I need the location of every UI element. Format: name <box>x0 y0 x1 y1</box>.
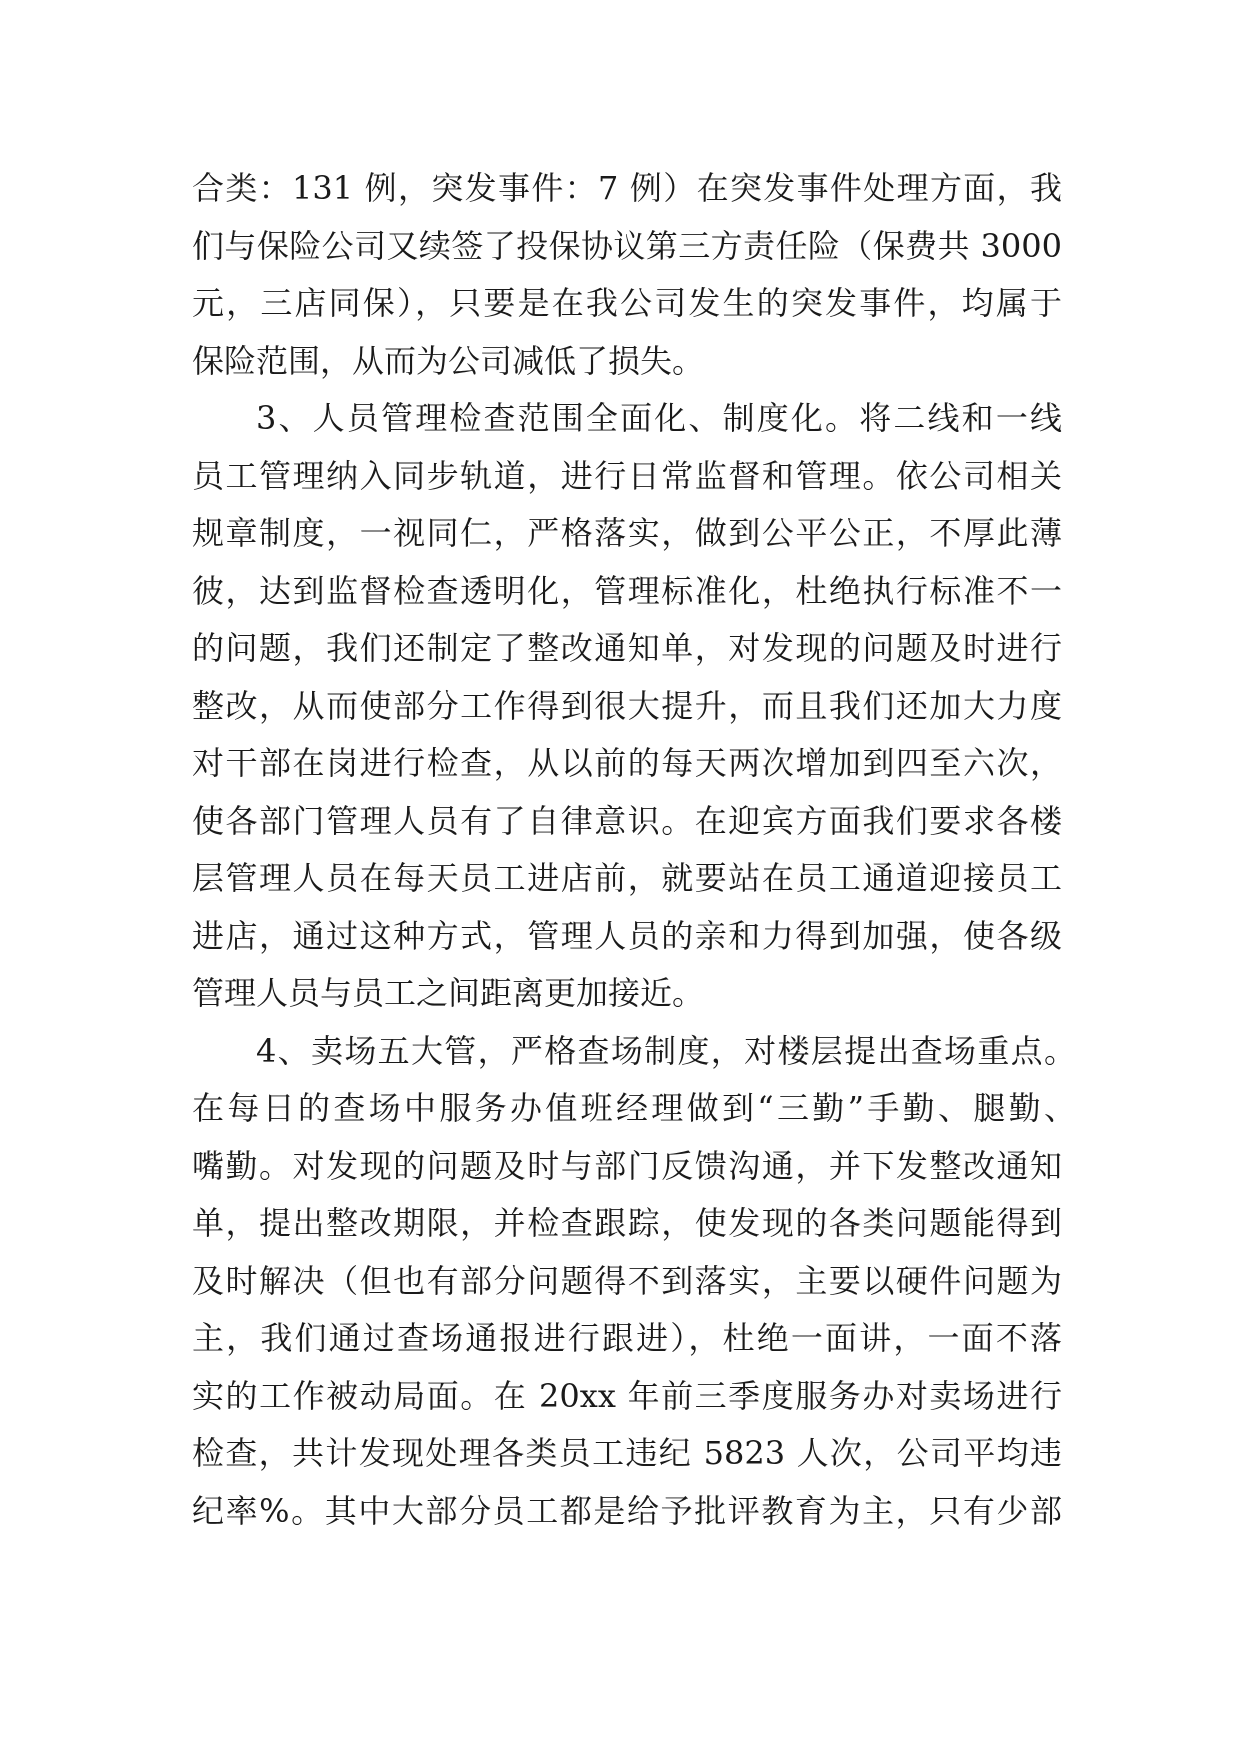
paragraph-start-line: 3、人员管理检查范围全面化、制度化。将二线和一线 <box>256 399 1062 437</box>
paragraph-end-line: 管理人员与员工之间距离更加接近。 <box>192 974 705 1012</box>
text-line: 纪率%。其中大部分员工都是给予批评教育为主，只有少部 <box>192 1491 1062 1530</box>
text-line: 在每日的查场中服务办值班经理做到“三勤”手勤、腿勤、 <box>192 1089 1076 1127</box>
text-line: 们与保险公司又续签了投保协议第三方责任险（保费共 3000 <box>192 226 1062 265</box>
text-line: 彼，达到监督检查透明化，管理标准化，杜绝执行标准不一 <box>192 571 1062 610</box>
text-line: 实的工作被动局面。在 20xx 年前三季度服务办对卖场进行 <box>192 1376 1062 1415</box>
text-line: 单，提出整改期限，并检查跟踪，使发现的各类问题能得到 <box>192 1204 1062 1242</box>
text-line: 及时解决（但也有部分问题得不到落实，主要以硬件问题为 <box>192 1261 1062 1300</box>
text-line: 对干部在岗进行检查，从以前的每天两次增加到四至六次， <box>192 744 1062 782</box>
text-line: 的问题，我们还制定了整改通知单，对发现的问题及时进行 <box>192 629 1062 667</box>
text-line: 元，三店同保），只要是在我公司发生的突发事件，均属于 <box>192 284 1062 322</box>
text-line: 使各部门管理人员有了自律意识。在迎宾方面我们要求各楼 <box>192 801 1062 840</box>
text-line: 嘴勤。对发现的问题及时与部门反馈沟通，并下发整改通知 <box>192 1146 1062 1185</box>
paragraph-end-line: 保险范围，从而为公司减低了损失。 <box>192 341 705 380</box>
document-body <box>192 160 1076 1540</box>
text-line: 整改，从而使部分工作得到很大提升，而且我们还加大力度 <box>192 686 1062 725</box>
text-line: 进店，通过这种方式，管理人员的亲和力得到加强，使各级 <box>192 916 1062 955</box>
text-line: 员工管理纳入同步轨道，进行日常监督和管理。依公司相关 <box>192 456 1062 495</box>
text-line: 层管理人员在每天员工进店前，就要站在员工通道迎接员工 <box>192 859 1062 897</box>
text-line: 合类：131 例，突发事件：7 例）在突发事件处理方面，我 <box>192 169 1062 207</box>
text-line: 规章制度，一视同仁，严格落实，做到公平公正，不厚此薄 <box>192 514 1062 552</box>
text-line: 主，我们通过查场通报进行跟进），杜绝一面讲，一面不落 <box>192 1319 1062 1357</box>
text-line: 检查，共计发现处理各类员工违纪 5823 人次，公司平均违 <box>192 1434 1062 1472</box>
paragraph-start-line: 4、卖场五大管，严格查场制度，对楼层提出查场重点。 <box>256 1031 1076 1070</box>
